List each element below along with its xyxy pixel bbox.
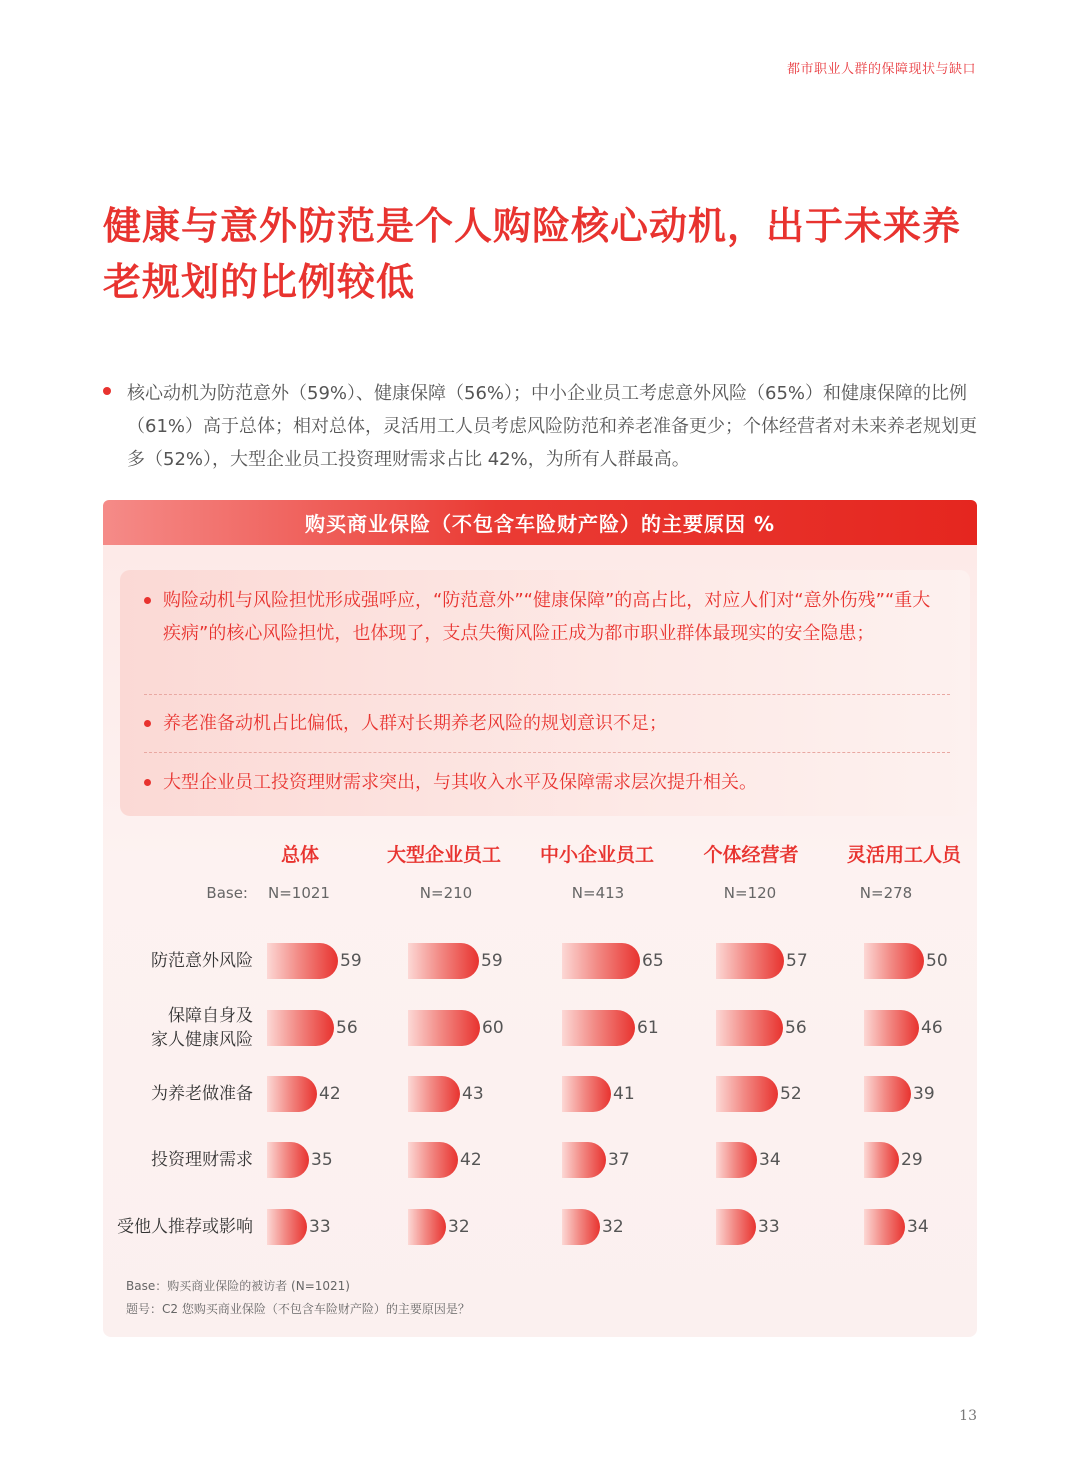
data-label: 60 (482, 1018, 504, 1038)
bar (562, 1142, 606, 1178)
category-label (100, 1082, 253, 1106)
bar (716, 1076, 778, 1112)
bar (562, 943, 640, 979)
data-label: 50 (926, 951, 948, 971)
data-label: 65 (642, 951, 664, 971)
bar (408, 1010, 480, 1046)
group-base: N=1021 (268, 884, 330, 902)
data-label: 56 (336, 1018, 358, 1038)
data-label: 34 (759, 1150, 781, 1170)
data-label: 34 (907, 1217, 929, 1237)
bar (408, 1142, 458, 1178)
bar (716, 1142, 757, 1178)
bullet-dot-icon (103, 387, 111, 395)
data-label: 59 (481, 951, 503, 971)
page-title: 健康与意外防范是个人购险核心动机，出于未来养老规划的比例较低 (103, 204, 962, 304)
group-base: N=210 (419, 884, 473, 902)
insight-item (144, 707, 944, 740)
group-header: 大型企业员工 (386, 844, 501, 866)
insight-item (144, 766, 944, 799)
bar (864, 1209, 905, 1245)
bar (562, 1209, 600, 1245)
group-base: N=278 (859, 884, 913, 902)
group-header: 灵活用工人员 (846, 844, 961, 866)
group-header: 中小企业员工 (539, 844, 654, 866)
category-label-line: 为养老做准备 (151, 1084, 253, 1104)
data-label: 46 (921, 1018, 943, 1038)
category-label-line: 投资理财需求 (151, 1150, 253, 1170)
group-base: N=413 (571, 884, 625, 902)
data-label: 32 (602, 1217, 624, 1237)
base-label: Base: (206, 884, 248, 902)
category-label (100, 1004, 253, 1052)
data-label: 59 (340, 951, 362, 971)
data-label: 56 (785, 1018, 807, 1038)
running-header: 都市职业人群的保障现状与缺口 (786, 62, 976, 77)
data-label: 42 (460, 1150, 482, 1170)
category-label (100, 1148, 253, 1172)
bar (408, 1076, 460, 1112)
data-label: 33 (309, 1217, 331, 1237)
group-header: 总体 (280, 844, 319, 866)
data-label: 29 (901, 1150, 923, 1170)
bar (864, 943, 924, 979)
bar (562, 1010, 635, 1046)
bar (267, 1010, 334, 1046)
divider (144, 694, 950, 695)
category-label-line: 防范意外风险 (151, 951, 253, 971)
divider (144, 752, 950, 753)
summary-text: 核心动机为防范意外（59%）、健康保障（56%）；中小企业员工考虑意外风险（65%）和健康保障的比例（61%）高于总体；相对总体，灵活用工人员考虑风险防范和养老准备更少；个体经营者对未来养老规划更多（52%），大型企业员工投资理财需求占比 42%，为所有人群最高。 (127, 383, 978, 470)
bar (864, 1142, 899, 1178)
bar (864, 1010, 919, 1046)
bar (267, 1076, 317, 1112)
data-label: 32 (448, 1217, 470, 1237)
insight-text: 购险动机与风险担忧形成强呼应，“防范意外”“健康保障”的高占比，对应人们对“意外伤残”“重大疾病”的核心风险担忧，也体现了，支点失衡风险正成为都市职业群体最现实的安全隐患； (163, 590, 931, 644)
insight-item (144, 584, 944, 650)
data-label: 43 (462, 1084, 484, 1104)
bar (267, 1142, 309, 1178)
category-label (100, 949, 253, 973)
data-label: 35 (311, 1150, 333, 1170)
bar (408, 1209, 446, 1245)
bar (716, 943, 784, 979)
footnote-question: 题号：C2 您购买商业保险（不包含车险财产险）的主要原因是？ (126, 1302, 470, 1316)
insight-text: 养老准备动机占比偏低，人群对长期养老风险的规划意识不足； (163, 713, 667, 734)
bar (716, 1209, 756, 1245)
page-number: 13 (959, 1408, 977, 1424)
data-label: 33 (758, 1217, 780, 1237)
bar (408, 943, 479, 979)
bar (267, 943, 338, 979)
summary-bullet (103, 377, 979, 476)
group-base: N=120 (723, 884, 777, 902)
category-label (100, 1215, 253, 1239)
category-label-line: 家人健康风险 (151, 1030, 253, 1050)
bar (562, 1076, 611, 1112)
bullet-dot-icon (144, 597, 151, 604)
bullet-dot-icon (144, 720, 151, 727)
category-label-line: 保障自身及 (168, 1006, 253, 1026)
insight-text: 大型企业员工投资理财需求突出，与其收入水平及保障需求层次提升相关。 (163, 772, 757, 793)
data-label: 57 (786, 951, 808, 971)
footnote-base: Base：购买商业保险的被访者 (N=1021) (126, 1279, 350, 1293)
data-label: 52 (780, 1084, 802, 1104)
section-banner: 购买商业保险（不包含车险财产险）的主要原因 % (103, 500, 977, 545)
group-header: 个体经营者 (703, 844, 799, 866)
data-label: 37 (608, 1150, 630, 1170)
insights-box (120, 570, 970, 816)
data-label: 41 (613, 1084, 635, 1104)
data-label: 39 (913, 1084, 935, 1104)
bar (864, 1076, 911, 1112)
category-label-line: 受他人推荐或影响 (117, 1217, 253, 1237)
bar (716, 1010, 783, 1046)
bar (267, 1209, 307, 1245)
bullet-dot-icon (144, 779, 151, 786)
data-label: 61 (637, 1018, 659, 1038)
data-label: 42 (319, 1084, 341, 1104)
